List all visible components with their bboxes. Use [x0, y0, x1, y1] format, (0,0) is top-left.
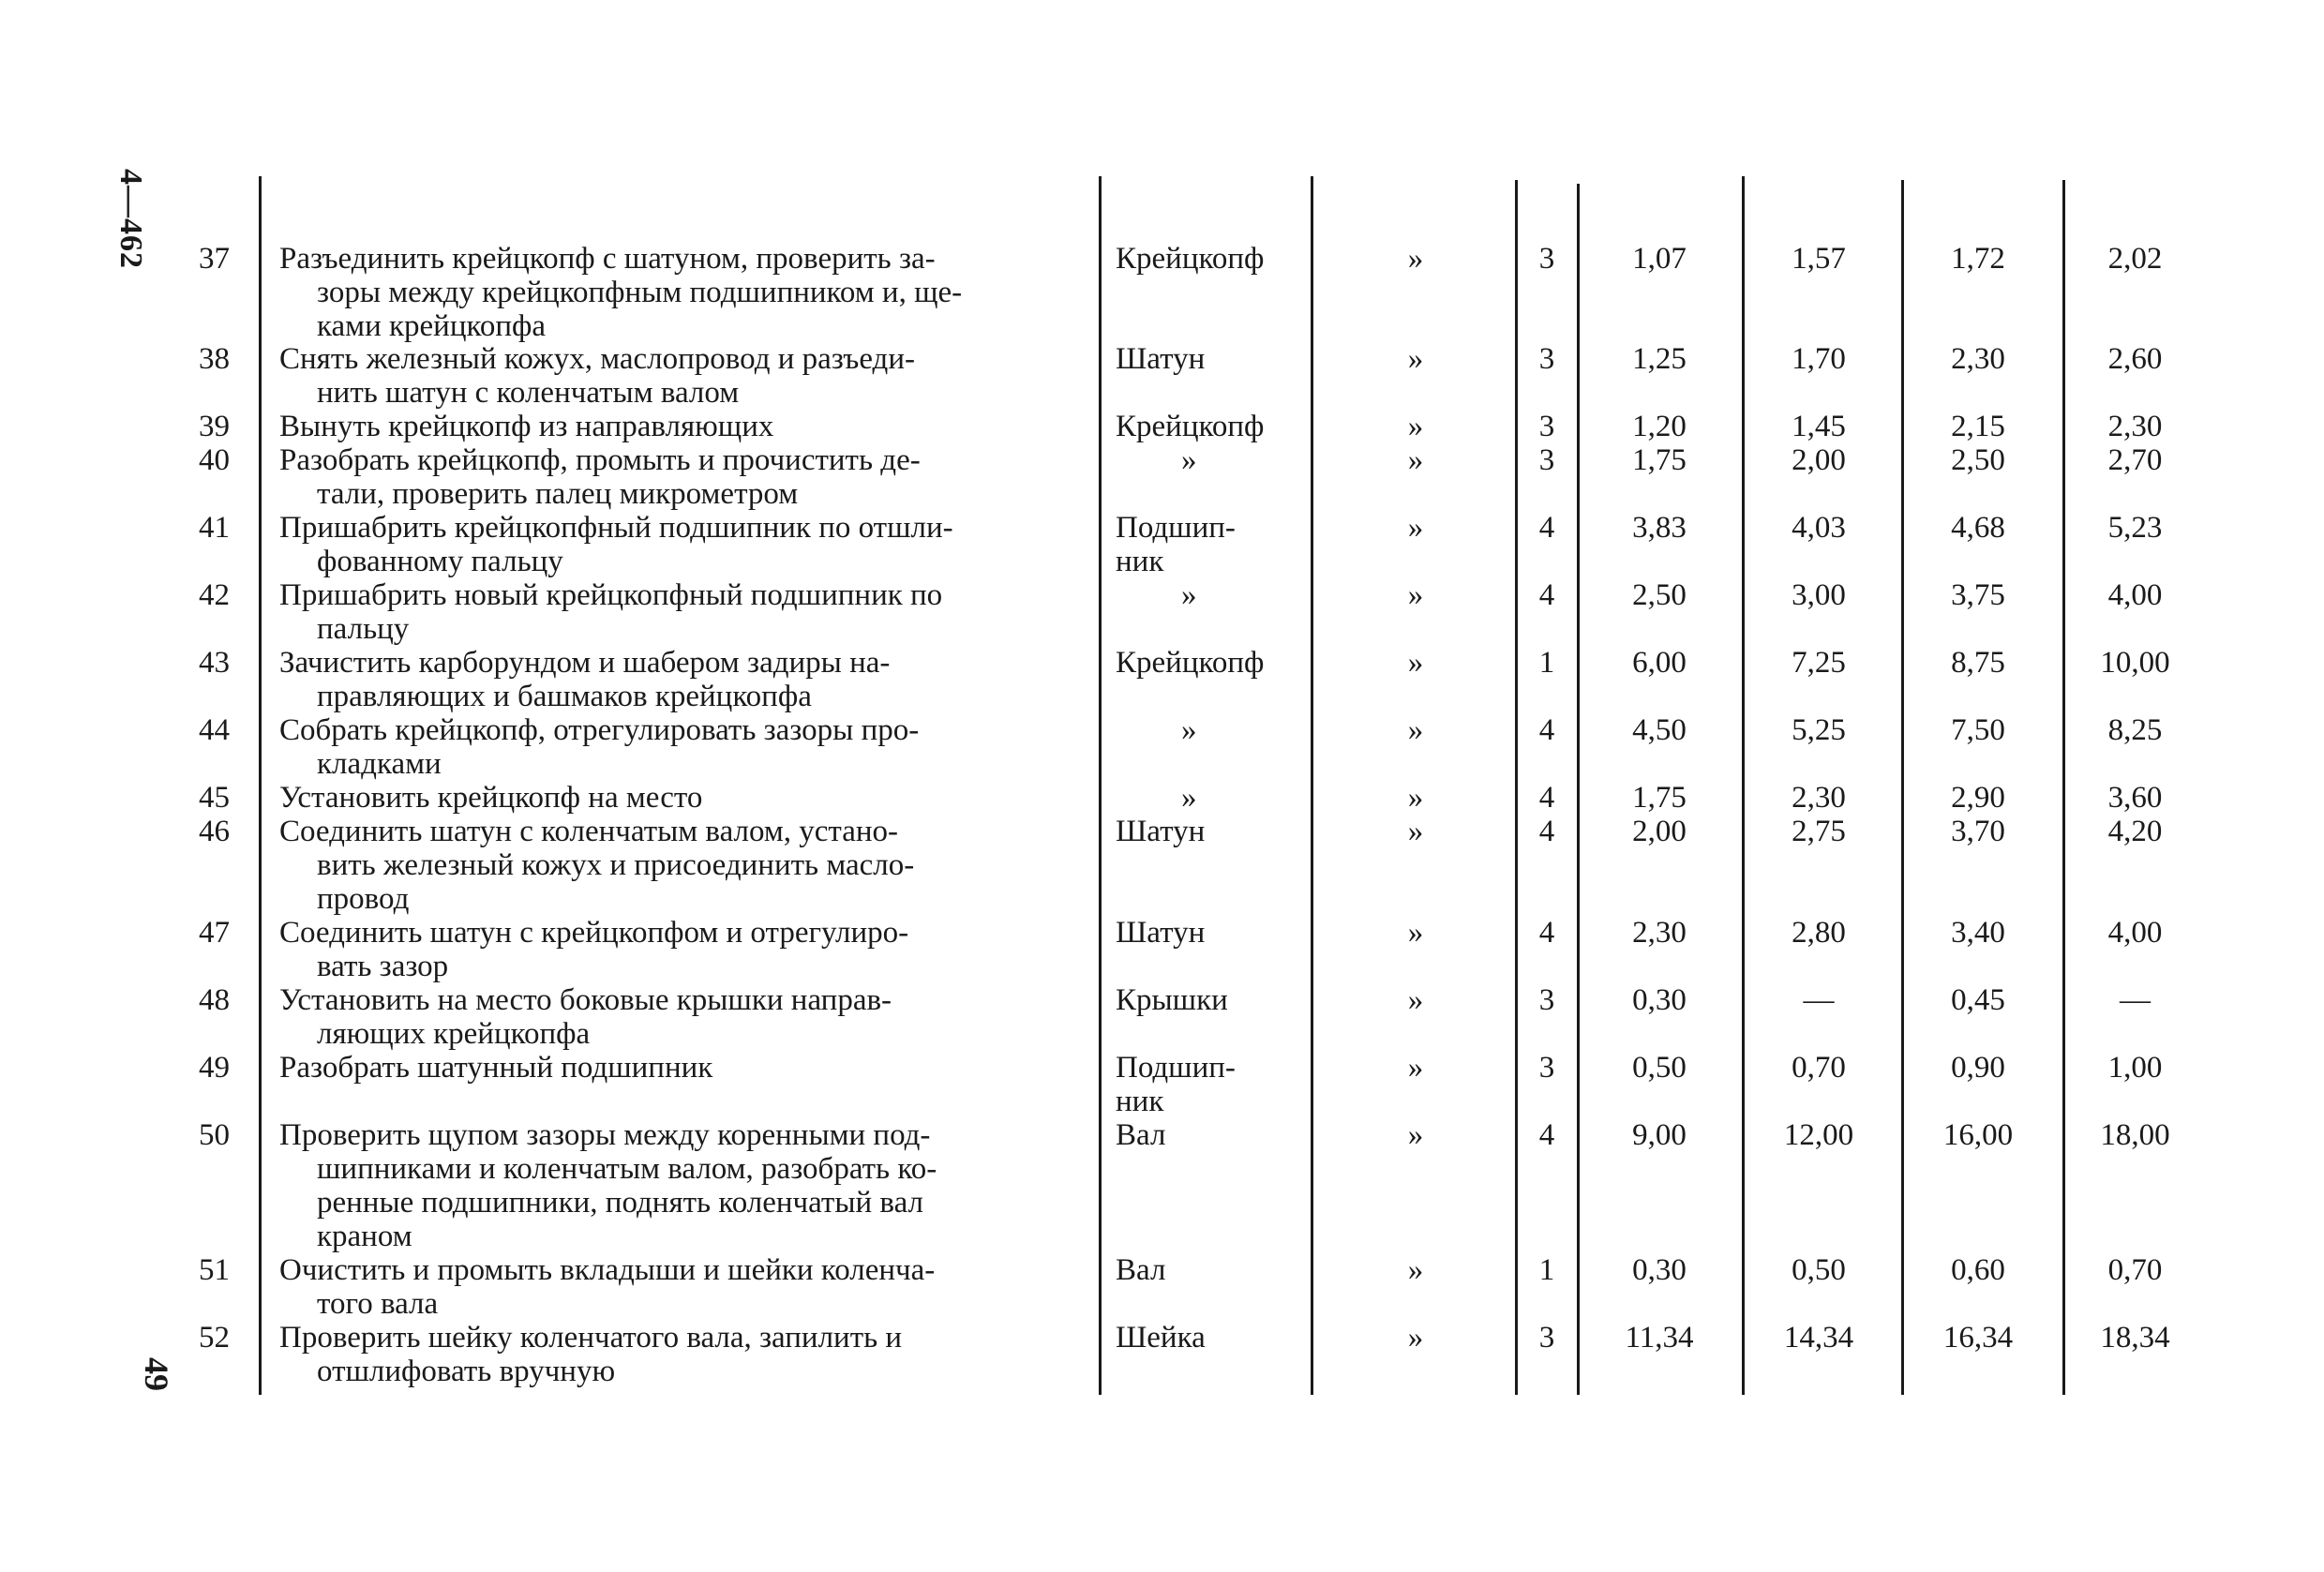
ditto-mark: »	[1407, 511, 1424, 545]
norm-value-1: 3,83	[1632, 511, 1687, 545]
description-line: тали, проверить палец микрометром	[317, 477, 799, 511]
row-number: 52	[199, 1321, 230, 1355]
worker-category: 3	[1538, 443, 1555, 477]
row-number: 49	[199, 1051, 230, 1085]
ditto-mark: »	[1407, 916, 1424, 950]
norm-value-4: 10,00	[2100, 646, 2170, 680]
description-line: вать зазор	[317, 950, 449, 983]
operation-description	[279, 1118, 1095, 1253]
norm-value-3: 16,00	[1942, 1118, 2014, 1152]
unit-line: Шатун	[1116, 815, 1206, 848]
operation-description	[279, 242, 1095, 343]
norm-value-4: 2,60	[2107, 342, 2163, 376]
row-number: 51	[199, 1253, 230, 1287]
operation-description	[279, 1253, 1095, 1321]
rule-v1-v2	[1742, 176, 1745, 1395]
description-line: нить шатун с коленчатым валом	[317, 376, 740, 410]
unit-line: ник	[1116, 545, 1164, 578]
worker-category: 3	[1538, 242, 1555, 276]
description-line: того вала	[317, 1287, 439, 1321]
side-code: 4—462	[113, 169, 148, 269]
norm-value-2: 1,45	[1792, 410, 1846, 443]
ditto-mark: »	[1407, 1051, 1424, 1085]
norm-value-3: 8,75	[1951, 646, 2005, 680]
norm-value-1: 0,30	[1632, 983, 1687, 1017]
norm-value-1: 4,50	[1632, 713, 1687, 747]
norm-value-1: 1,07	[1632, 242, 1687, 276]
ditto-mark: »	[1407, 410, 1424, 443]
ditto-mark: »	[1407, 815, 1424, 848]
worker-category: 4	[1538, 815, 1555, 848]
norm-value-1: 2,00	[1632, 815, 1687, 848]
ditto-mark: »	[1407, 578, 1424, 612]
norm-value-4: 8,25	[2107, 713, 2163, 747]
norm-value-2: 3,00	[1792, 578, 1846, 612]
norm-value-1: 0,30	[1632, 1253, 1687, 1287]
rule-cat-v1	[1577, 184, 1580, 1395]
norm-value-3: 3,70	[1951, 815, 2005, 848]
unit-line: »	[1181, 713, 1197, 747]
operation-description	[279, 342, 1095, 410]
norm-value-2: 2,80	[1792, 916, 1846, 950]
unit-of-measure	[1116, 1321, 1303, 1355]
norm-value-4: 18,00	[2100, 1118, 2170, 1152]
norm-value-3: 0,90	[1951, 1051, 2005, 1085]
ditto-mark: »	[1407, 1253, 1424, 1287]
norm-value-2: 2,00	[1792, 443, 1846, 477]
unit-of-measure	[1116, 713, 1303, 747]
description-line: пальцу	[317, 612, 410, 646]
description-line: Разъединить крейцкопф с шатуном, проверить за-	[279, 242, 936, 276]
unit-line: »	[1181, 578, 1197, 612]
worker-category: 3	[1538, 410, 1555, 443]
row-number: 39	[199, 410, 230, 443]
worker-category: 1	[1538, 1253, 1555, 1287]
description-line: краном	[317, 1220, 412, 1253]
operation-description	[279, 1321, 1095, 1388]
norm-value-3: 3,75	[1951, 578, 2005, 612]
row-number: 43	[199, 646, 230, 680]
description-line: Пришабрить крейцкопфный подшипник по отшли-	[279, 511, 953, 545]
worker-category: 1	[1538, 646, 1555, 680]
norm-value-1: 1,75	[1632, 781, 1687, 815]
ditto-mark: »	[1407, 646, 1424, 680]
unit-of-measure	[1116, 1118, 1303, 1152]
row-number: 38	[199, 342, 230, 376]
ditto-mark: »	[1407, 342, 1424, 376]
description-line: Вынуть крейцкопф из направляющих	[279, 410, 774, 443]
norm-value-2: 1,70	[1792, 342, 1846, 376]
worker-category: 4	[1538, 578, 1555, 612]
description-line: Разобрать крейцкопф, промыть и прочистить де-	[279, 443, 921, 477]
norm-value-4: 4,00	[2107, 916, 2163, 950]
unit-line: »	[1181, 443, 1197, 477]
norm-value-4: 1,00	[2107, 1051, 2163, 1085]
norm-value-1: 11,34	[1625, 1321, 1694, 1355]
norm-value-3: 0,60	[1951, 1253, 2005, 1287]
description-line: отшлифовать вручную	[317, 1355, 616, 1388]
ditto-mark: »	[1407, 983, 1424, 1017]
unit-of-measure	[1116, 578, 1303, 612]
worker-category: 4	[1538, 1118, 1555, 1152]
norm-value-3: 0,45	[1951, 983, 2005, 1017]
norm-value-3: 2,90	[1951, 781, 2005, 815]
norm-value-1: 1,75	[1632, 443, 1687, 477]
unit-line: Крейцкопф	[1116, 242, 1265, 276]
row-number: 42	[199, 578, 230, 612]
unit-of-measure	[1116, 1051, 1303, 1118]
worker-category: 3	[1538, 1321, 1555, 1355]
operation-description	[279, 578, 1095, 646]
norm-value-4: —	[2120, 983, 2151, 1017]
unit-line: Шатун	[1116, 342, 1206, 376]
row-number: 50	[199, 1118, 230, 1152]
row-number: 44	[199, 713, 230, 747]
norm-value-1: 2,30	[1632, 916, 1687, 950]
row-number: 45	[199, 781, 230, 815]
row-number: 47	[199, 916, 230, 950]
rule-unit-mark	[1311, 176, 1313, 1395]
description-line: фованному пальцу	[317, 545, 563, 578]
norm-value-2: 0,50	[1792, 1253, 1846, 1287]
operation-description	[279, 983, 1095, 1051]
rule-v2-v3	[1901, 180, 1904, 1395]
unit-line: Крейцкопф	[1116, 646, 1265, 680]
operation-description	[279, 443, 1095, 511]
row-number: 40	[199, 443, 230, 477]
ditto-mark: »	[1407, 1118, 1424, 1152]
ditto-mark: »	[1407, 713, 1424, 747]
unit-of-measure	[1116, 242, 1303, 276]
norm-value-4: 2,30	[2107, 410, 2163, 443]
unit-line: Вал	[1116, 1118, 1166, 1152]
description-line: Соединить шатун с крейцкопфом и отрегулиро-	[279, 916, 909, 950]
description-line: кладками	[317, 747, 442, 781]
norm-value-1: 0,50	[1632, 1051, 1687, 1085]
description-line: Проверить щупом зазоры между коренными под-	[279, 1118, 931, 1152]
norm-value-1: 6,00	[1632, 646, 1687, 680]
worker-category: 3	[1538, 1051, 1555, 1085]
norm-value-2: 2,30	[1792, 781, 1846, 815]
norm-value-2: 5,25	[1792, 713, 1846, 747]
description-line: Установить на место боковые крышки направ-	[279, 983, 892, 1017]
operation-description	[279, 815, 1095, 916]
rule-v3-v4	[2062, 180, 2065, 1395]
operation-description	[279, 713, 1095, 781]
norm-value-3: 4,68	[1951, 511, 2005, 545]
row-number: 37	[199, 242, 230, 276]
worker-category: 3	[1538, 342, 1555, 376]
unit-of-measure	[1116, 815, 1303, 848]
unit-line: Подшип-	[1116, 511, 1236, 545]
description-line: Собрать крейцкопф, отрегулировать зазоры про-	[279, 713, 920, 747]
unit-of-measure	[1116, 511, 1303, 578]
unit-line: Крышки	[1116, 983, 1228, 1017]
operation-description	[279, 781, 1095, 815]
norm-value-4: 5,23	[2107, 511, 2163, 545]
worker-category: 4	[1538, 511, 1555, 545]
norm-value-4: 2,70	[2107, 443, 2163, 477]
unit-of-measure	[1116, 646, 1303, 680]
unit-of-measure	[1116, 342, 1303, 376]
rule-desc-unit	[1099, 176, 1102, 1395]
worker-category: 4	[1538, 713, 1555, 747]
norm-value-1: 2,50	[1632, 578, 1687, 612]
norm-value-4: 18,34	[2100, 1321, 2170, 1355]
norm-value-3: 7,50	[1951, 713, 2005, 747]
norm-value-3: 2,15	[1951, 410, 2005, 443]
description-line: Проверить шейку коленчатого вала, запилить и	[279, 1321, 903, 1355]
row-number: 48	[199, 983, 230, 1017]
unit-line: Подшип-	[1116, 1051, 1236, 1085]
norm-value-2: 2,75	[1792, 815, 1846, 848]
operation-description	[279, 511, 1095, 578]
ditto-mark: »	[1407, 242, 1424, 276]
norm-value-3: 2,30	[1951, 342, 2005, 376]
worker-category: 4	[1538, 916, 1555, 950]
description-line: Очистить и промыть вкладыши и шейки коленча-	[279, 1253, 936, 1287]
norm-value-3: 16,34	[1942, 1321, 2014, 1355]
norm-value-2: 4,03	[1792, 511, 1846, 545]
rule-left	[259, 176, 262, 1395]
ditto-mark: »	[1407, 781, 1424, 815]
unit-line: »	[1181, 781, 1197, 815]
norm-value-1: 1,20	[1632, 410, 1687, 443]
description-line: ками крейцкопфа	[317, 309, 547, 343]
operation-description	[279, 410, 1095, 443]
norm-value-1: 9,00	[1632, 1118, 1687, 1152]
description-line: Снять железный кожух, маслопровод и разъеди-	[279, 342, 915, 376]
norm-value-4: 4,00	[2107, 578, 2163, 612]
description-line: Установить крейцкопф на место	[279, 781, 703, 815]
norm-value-3: 2,50	[1951, 443, 2005, 477]
row-number: 41	[199, 511, 230, 545]
unit-line: Шатун	[1116, 916, 1206, 950]
unit-line: ник	[1116, 1085, 1164, 1118]
norm-value-2: 1,57	[1792, 242, 1846, 276]
operation-description	[279, 1051, 1095, 1085]
worker-category: 3	[1538, 983, 1555, 1017]
rule-mark-cat	[1515, 180, 1518, 1395]
description-line: Зачистить карборундом и шабером задиры на-	[279, 646, 891, 680]
worker-category: 4	[1538, 781, 1555, 815]
ditto-mark: »	[1407, 443, 1424, 477]
norm-value-1: 1,25	[1632, 342, 1687, 376]
description-line: ляющих крейцкопфа	[317, 1017, 591, 1051]
unit-of-measure	[1116, 983, 1303, 1017]
page-number: 49	[138, 1357, 175, 1391]
description-line: провод	[317, 882, 410, 916]
norm-value-2: —	[1803, 983, 1835, 1017]
description-line: правляющих и башмаков крейцкопфа	[317, 680, 812, 713]
description-line: вить железный кожух и присоединить масло-	[317, 848, 915, 882]
norm-value-2: 12,00	[1783, 1118, 1854, 1152]
norm-value-2: 0,70	[1792, 1051, 1846, 1085]
unit-of-measure	[1116, 1253, 1303, 1287]
unit-of-measure	[1116, 781, 1303, 815]
description-line: шипниками и коленчатым валом, разобрать ко-	[317, 1152, 937, 1186]
norm-value-2: 7,25	[1792, 646, 1846, 680]
unit-line: Вал	[1116, 1253, 1166, 1287]
description-line: Пришабрить новый крейцкопфный подшипник по	[279, 578, 943, 612]
unit-of-measure	[1116, 410, 1303, 443]
norm-value-2: 14,34	[1783, 1321, 1854, 1355]
operation-description	[279, 916, 1095, 983]
norm-value-3: 3,40	[1951, 916, 2005, 950]
norm-value-4: 0,70	[2107, 1253, 2163, 1287]
ditto-mark: »	[1407, 1321, 1424, 1355]
operation-description	[279, 646, 1095, 713]
unit-of-measure	[1116, 443, 1303, 477]
unit-line: Крейцкопф	[1116, 410, 1265, 443]
row-number: 46	[199, 815, 230, 848]
norm-value-4: 4,20	[2107, 815, 2163, 848]
norm-value-4: 3,60	[2107, 781, 2163, 815]
description-line: Разобрать шатунный подшипник	[279, 1051, 713, 1085]
unit-of-measure	[1116, 916, 1303, 950]
unit-line: Шейка	[1116, 1321, 1206, 1355]
description-line: зоры между крейцкопфным подшипником и, ще-	[317, 276, 963, 309]
norm-value-3: 1,72	[1951, 242, 2005, 276]
norm-value-4: 2,02	[2107, 242, 2163, 276]
description-line: ренные подшипники, поднять коленчатый вал	[317, 1186, 923, 1220]
description-line: Соединить шатун с коленчатым валом, устано-	[279, 815, 898, 848]
